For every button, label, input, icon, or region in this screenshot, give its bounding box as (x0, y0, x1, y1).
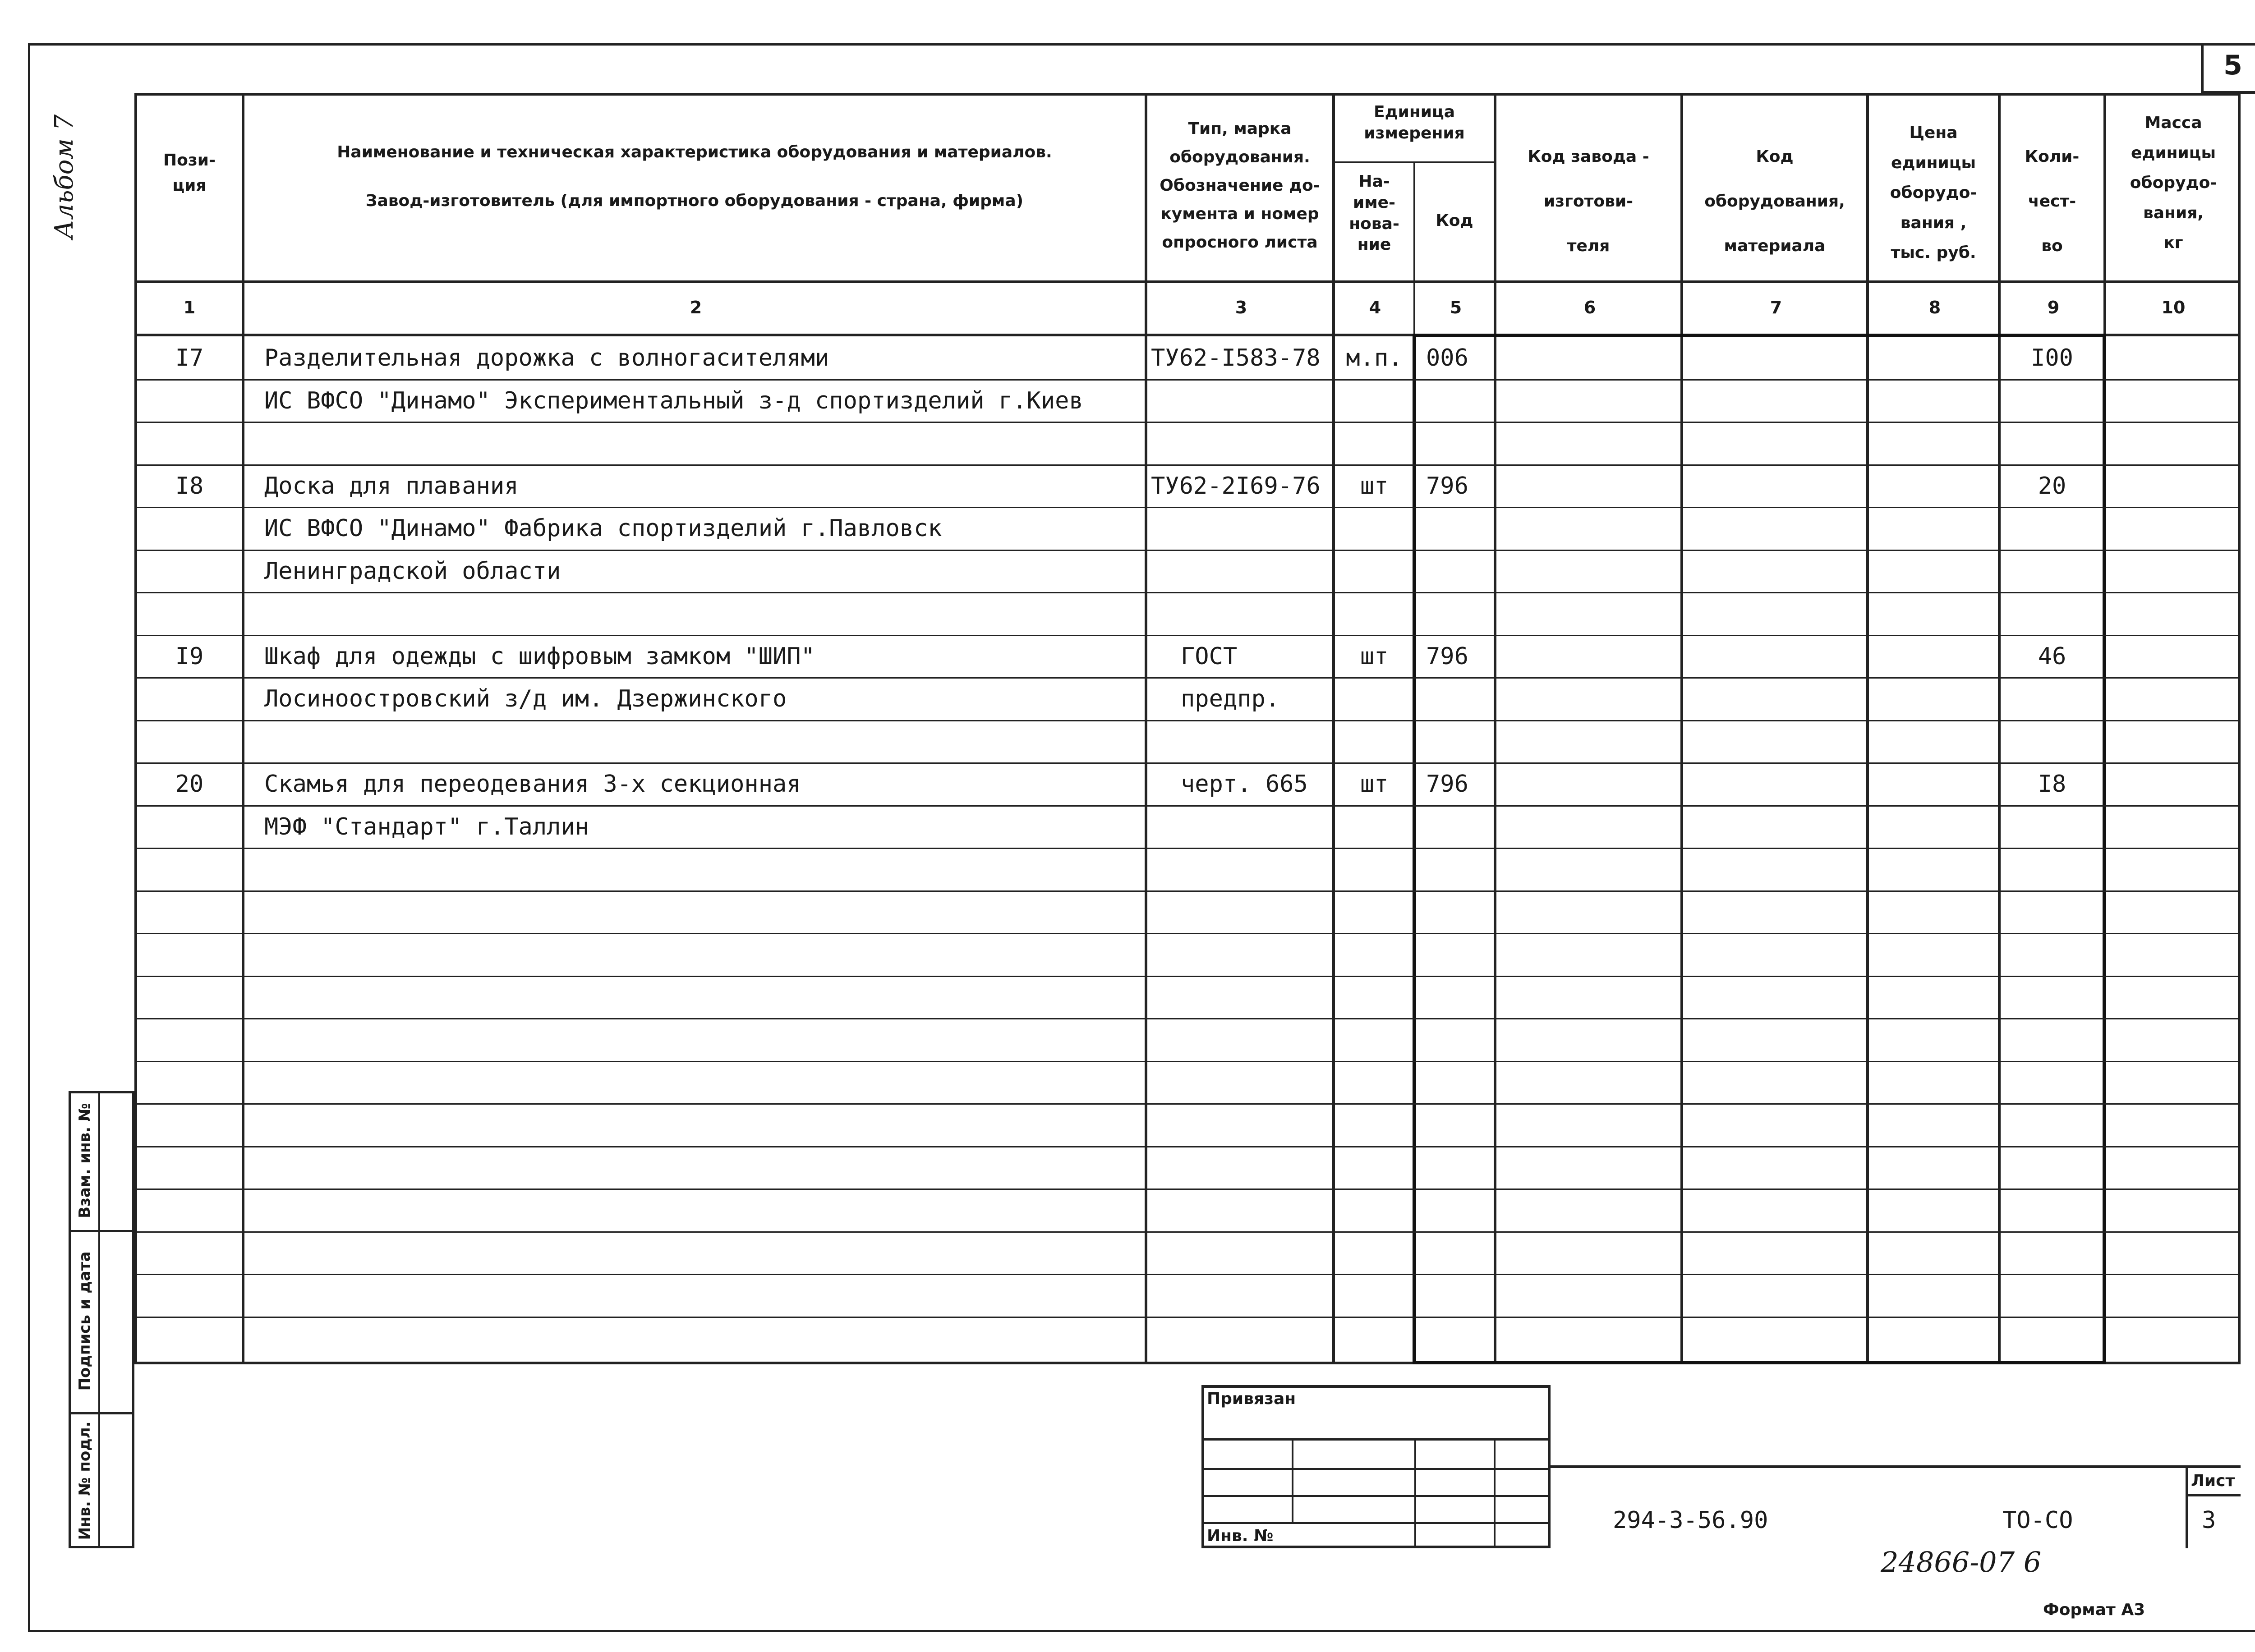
header-col8: Цена единицы оборудо- вания , тыс. руб. (1890, 124, 1977, 262)
row-line (134, 805, 2241, 807)
privyazan-label: Привязан (1207, 1390, 1296, 1408)
header-col6: Код завода - изготови- теля (1528, 147, 1649, 255)
row-9-type: предпр. (1181, 685, 1280, 712)
header-col4: На- име- нова- ние (1349, 172, 1399, 254)
row-8-unit: шт (1360, 643, 1389, 670)
stamp-podpis: Подпись и дата (76, 1251, 94, 1391)
column-number-1: 1 (183, 298, 196, 317)
row-line (134, 1189, 2241, 1190)
row-11-pos: 20 (175, 771, 204, 798)
row-line (134, 592, 2241, 593)
row-1-type: ТУ62-I583-78 (1151, 344, 1321, 372)
col-line-3 (1332, 93, 1335, 1364)
row-4-type: ТУ62-2I69-76 (1151, 473, 1321, 500)
list-hline (2186, 1494, 2241, 1496)
row-2-name: ИС ВФСО "Динамо" Экспериментальный з-д спортизделий г.Киев (264, 387, 1083, 414)
column-number-6: 6 (1583, 298, 1596, 317)
corner-number: 5 (2223, 50, 2242, 81)
row-line (134, 635, 2241, 636)
header-col10: Масса единицы оборудо- вания, кг (2130, 114, 2217, 252)
row-line (134, 1146, 2241, 1147)
row-12-name: МЭФ "Стандарт" г.Таллин (264, 813, 589, 840)
row-line (134, 720, 2241, 721)
row-11-code: 796 (1426, 771, 1468, 798)
row-4-unit: шт (1360, 473, 1389, 500)
header-bottom-line (134, 280, 2241, 283)
privyazan-line-4 (1201, 1522, 1551, 1524)
row-6-name: Ленинградской области (264, 558, 561, 585)
row-line (134, 976, 2241, 977)
row-11-qty: I8 (2038, 771, 2066, 798)
doc-code: 294-3-56.90 (1613, 1507, 1768, 1534)
header-col5: Код (1436, 211, 1473, 230)
privyazan-vline-2 (1414, 1438, 1416, 1548)
column-number-8: 8 (1928, 298, 1941, 317)
row-11-name: Скамья для переодевания 3-х секционная (264, 771, 801, 798)
row-line (134, 507, 2241, 508)
privyazan-vline-1 (1292, 1438, 1293, 1522)
row-line (134, 464, 2241, 466)
header-col2-line1: Наименование и техническая характеристика оборудования и материалов. (337, 143, 1052, 161)
header-col3: Тип, марка оборудования. Обозначение до- кумента и номер опросного листа (1160, 119, 1320, 252)
handwritten-number: 24866-07 6 (1881, 1546, 2042, 1579)
row-line (134, 1018, 2241, 1019)
row-5-name: ИС ВФСО "Динамо" Фабрика спортизделий г.Павловск (264, 515, 942, 542)
stamp-vzam: Взам. инв. № (76, 1103, 94, 1218)
row-line (134, 933, 2241, 934)
row-8-qty: 46 (2038, 643, 2066, 670)
header-col9: Коли- чест- во (2025, 147, 2080, 255)
list-vline (2186, 1465, 2188, 1548)
row-1-name: Разделительная дорожка с волногасителями (264, 344, 829, 372)
row-11-type: черт. 665 (1181, 771, 1308, 798)
column-number-4: 4 (1369, 298, 1381, 317)
row-4-name: Доска для плавания (264, 473, 519, 500)
privyazan-line-3 (1201, 1495, 1551, 1497)
header-unit-group: Единица измерения (1364, 103, 1465, 142)
row-4-pos: I8 (175, 473, 204, 500)
doc-mark: ТО-СО (2002, 1507, 2073, 1534)
list-number: 3 (2202, 1507, 2216, 1534)
row-line (134, 1231, 2241, 1233)
row-line (134, 762, 2241, 764)
row-1-code: 006 (1426, 344, 1468, 372)
row-line (134, 1061, 2241, 1062)
row-8-type: ГОСТ (1181, 643, 1238, 670)
column-number-9: 9 (2047, 298, 2060, 317)
row-line (134, 848, 2241, 849)
column-number-3: 3 (1235, 298, 1247, 317)
row-line (134, 379, 2241, 381)
row-line (134, 422, 2241, 423)
row-1-qty: I00 (2031, 344, 2073, 372)
album-label (50, 86, 77, 239)
row-line (134, 1274, 2241, 1275)
row-1-pos: I7 (175, 344, 204, 372)
column-number-7: 7 (1770, 298, 1782, 317)
unit-group-line (1332, 161, 1494, 163)
row-line (134, 550, 2241, 551)
column-number-10: 10 (2161, 298, 2186, 317)
privyazan-vline-3 (1494, 1438, 1496, 1548)
row-4-qty: 20 (2038, 473, 2066, 500)
stamp-top-line (1551, 1465, 2241, 1468)
left-stamp-div1 (69, 1230, 134, 1232)
stamp-inv: Инв. № подл. (76, 1421, 94, 1540)
left-stamp-inner-line (98, 1091, 100, 1548)
row-line (134, 1103, 2241, 1105)
row-1-unit: м.п. (1346, 344, 1403, 372)
row-9-name: Лосиноостровский з/д им. Дзержинского (264, 685, 787, 712)
row-8-pos: I9 (175, 643, 204, 670)
album-label-text: Альбом 7 (50, 114, 79, 239)
row-4-code: 796 (1426, 473, 1468, 500)
format-label: Формат А3 (2043, 1601, 2145, 1619)
row-11-unit: шт (1360, 771, 1389, 798)
column-number-2: 2 (690, 298, 702, 317)
row-line (134, 677, 2241, 679)
row-line (134, 890, 2241, 892)
col-line-2 (1145, 93, 1147, 1364)
privyazan-line-2 (1201, 1468, 1551, 1470)
column-number-5: 5 (1450, 298, 1462, 317)
row-8-name: Шкаф для одежды с шифровым замком "ШИП" (264, 643, 815, 670)
privyazan-line-1 (1201, 1438, 1551, 1441)
header-col7: Код оборудования, материала (1704, 147, 1845, 255)
header-col2-line2: Завод-изготовитель (для импортного оборудования - страна, фирма) (365, 192, 1024, 210)
header-col1: Пози- ция (163, 151, 216, 195)
inv-no-label: Инв. № (1207, 1527, 1274, 1545)
list-label: Лист (2191, 1472, 2235, 1490)
row-8-code: 796 (1426, 643, 1468, 670)
row-line (134, 1317, 2241, 1318)
col-line-1 (242, 93, 244, 1364)
